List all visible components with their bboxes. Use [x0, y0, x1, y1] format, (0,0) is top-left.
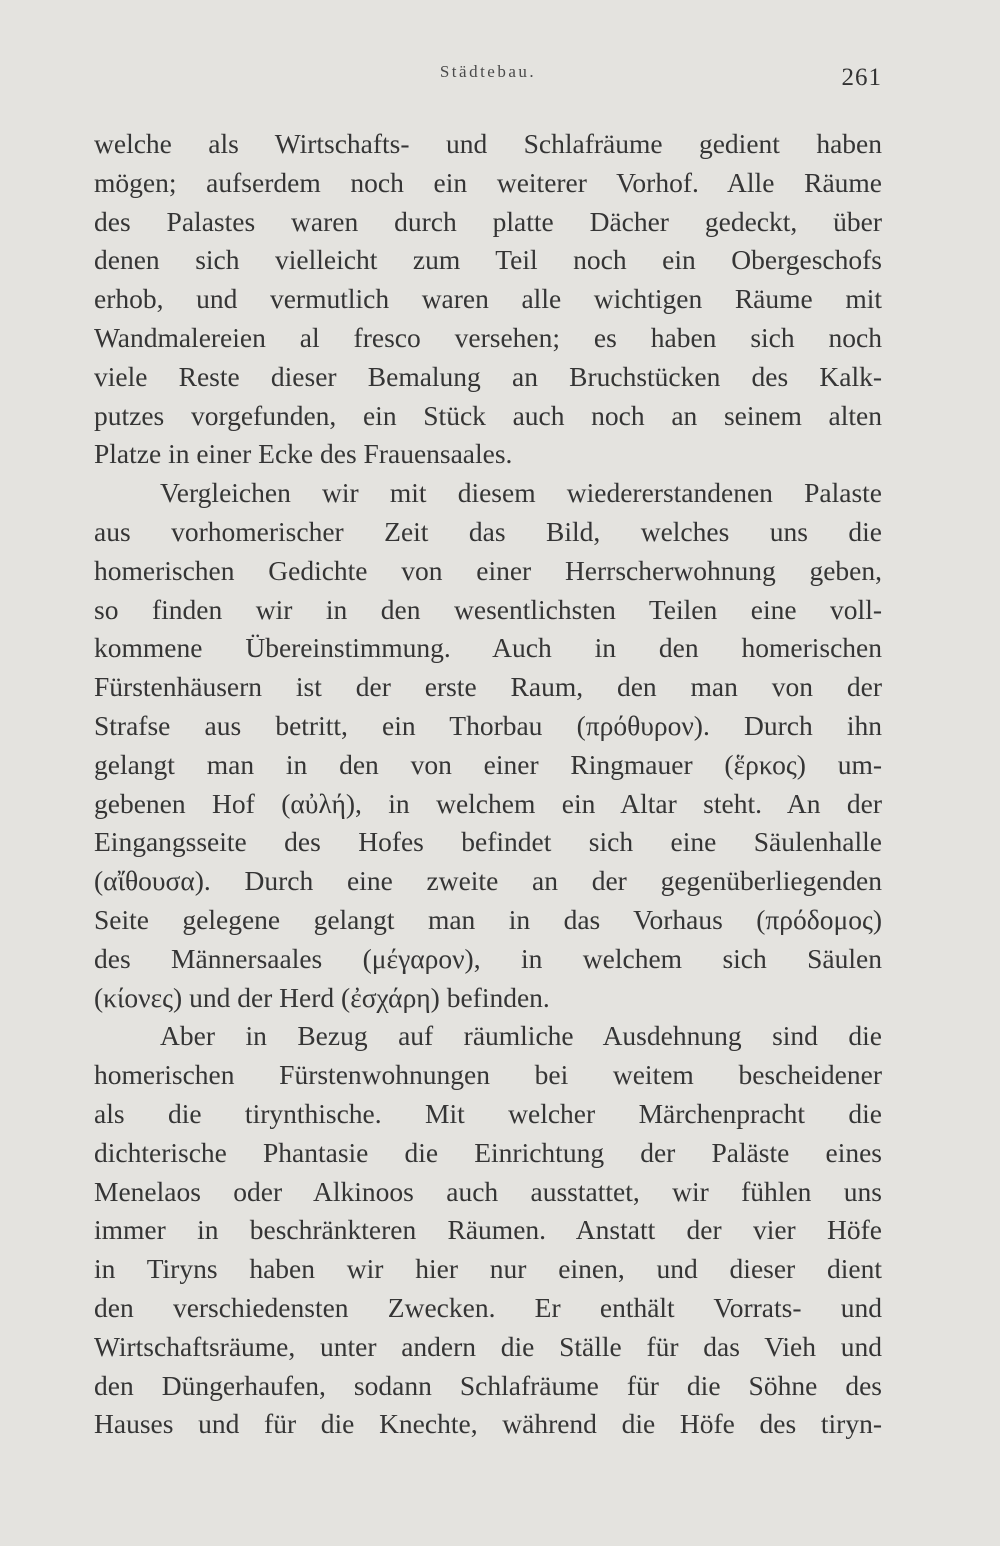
body-text	[94, 125, 882, 1444]
text-line: Vergleichen wir mit diesem wiedererstandenen Palaste	[160, 477, 882, 509]
text-line: Strafse aus betritt, ein Thorbau (πρόθυρον). Durch ihn	[94, 709, 882, 741]
text-line: Platze in einer Ecke des Frauensaales.	[94, 438, 513, 470]
text-line: des Palastes waren durch platte Dächer gedeckt, über	[94, 205, 882, 237]
page-header	[94, 62, 882, 92]
text-line: homerischen Fürstenwohnungen bei weitem bescheidener	[94, 1059, 882, 1091]
text-line: Menelaos oder Alkinoos auch ausstattet, wir fühlen uns	[94, 1175, 882, 1207]
text-line: in Tiryns haben wir hier nur einen, und dieser dient	[94, 1253, 882, 1285]
text-line: denen sich vielleicht zum Teil noch ein Obergeschofs	[94, 244, 882, 276]
text-line: welche als Wirtschafts- und Schlafräume gedient haben	[94, 128, 882, 159]
text-line: Seite gelegene gelangt man in das Vorhaus (πρόδομος)	[94, 903, 882, 935]
text-line: aus vorhomerischer Zeit das Bild, welches uns die	[94, 515, 882, 547]
text-line: Eingangsseite des Hofes befindet sich eine Säulenhalle	[94, 826, 882, 858]
paragraph	[94, 1017, 882, 1444]
text-line: gelangt man in den von einer Ringmauer (ἕρκος) um-	[94, 748, 882, 780]
running-head: Städtebau.	[439, 62, 537, 81]
text-line: putzes vorgefunden, ein Stück auch noch an seinem alten	[94, 399, 882, 431]
text-line: dichterische Phantasie die Einrichtung der Paläste eines	[94, 1136, 882, 1168]
text-line: homerischen Gedichte von einer Herrscherwohnung geben,	[94, 554, 882, 586]
text-line: kommene Übereinstimmung. Auch in den homerischen	[94, 632, 882, 664]
text-line: des Männersaales (μέγαρον), in welchem sich Säulen	[94, 942, 882, 974]
text-line: den Düngerhaufen, sodann Schlafräume für die Söhne des	[94, 1369, 882, 1401]
text-line: erhob, und vermutlich waren alle wichtigen Räume mit	[94, 283, 882, 315]
text-line: so finden wir in den wesentlichsten Teilen eine voll-	[94, 593, 882, 625]
paragraph	[94, 474, 882, 1017]
text-line: Wirtschaftsräume, unter andern die Ställe für das Vieh und	[94, 1330, 882, 1362]
text-line: immer in beschränkteren Räumen. Anstatt der vier Höfe	[94, 1214, 882, 1246]
text-line: den verschiedensten Zwecken. Er enthält Vorrats- und	[94, 1291, 882, 1323]
text-line: als die tirynthische. Mit welcher Märchenpracht die	[94, 1097, 882, 1129]
text-line: Fürstenhäusern ist der erste Raum, den man von der	[94, 671, 882, 703]
paragraph	[94, 125, 882, 474]
page-number: 261	[841, 64, 882, 91]
text-line: mögen; aufserdem noch ein weiterer Vorhof. Alle Räume	[94, 166, 882, 198]
text-line: Wandmalereien al fresco versehen; es haben sich noch	[94, 321, 882, 353]
text-line: Hauses und für die Knechte, während die Höfe des tiryn-	[94, 1408, 882, 1440]
text-line: gebenen Hof (αὐλή), in welchem ein Altar steht. An der	[94, 787, 882, 819]
text-line: (αἴθουσα). Durch eine zweite an der gegenüberliegenden	[94, 865, 882, 897]
text-line: (κίονες) und der Herd (ἐσχάρη) befinden.	[94, 981, 550, 1013]
text-line: Aber in Bezug auf räumliche Ausdehnung sind die	[160, 1020, 882, 1052]
text-line: viele Reste dieser Bemalung an Bruchstücken des Kalk-	[94, 360, 882, 392]
